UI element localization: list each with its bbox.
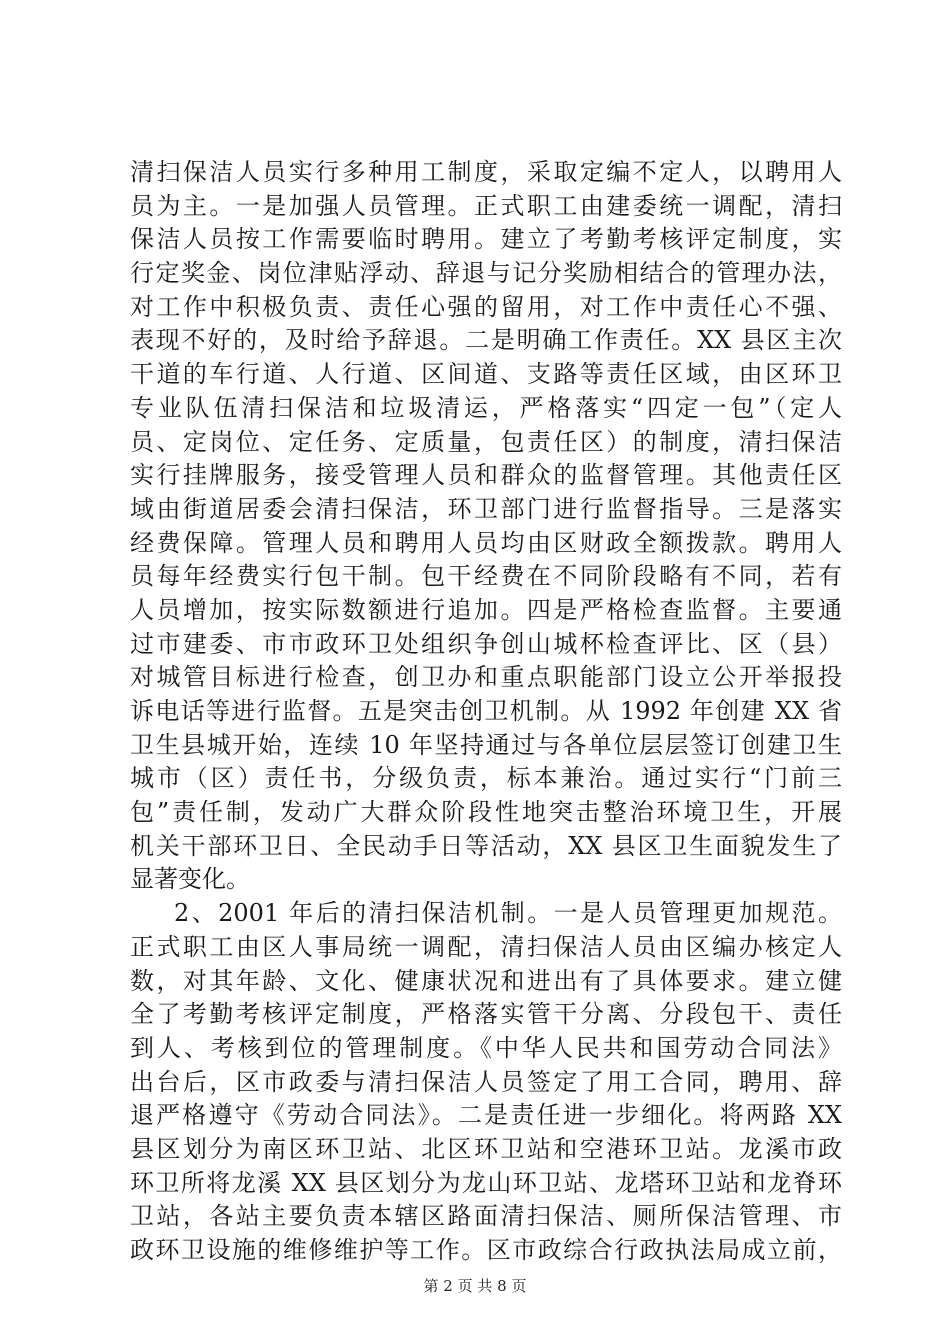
text-line: 保洁人员按工作需要临时聘用。建立了考勤考核评定制度，实 (130, 225, 842, 254)
text-line: 卫站，各站主要负责本辖区路面清扫保洁、厕所保洁管理、市 (130, 1202, 842, 1231)
text-line: 域由街道居委会清扫保洁，环卫部门进行监督指导。三是落实 (130, 494, 842, 523)
text-line: 专业队伍清扫保洁和垃圾清运，严格落实“四定一包”（定人 (130, 393, 842, 422)
text-line: 对工作中积极负责、责任心强的留用，对工作中责任心不强、 (130, 292, 842, 321)
text-line: 正式职工由区人事局统一调配，清扫保洁人员由区编办核定人 (130, 932, 842, 961)
text-line: 卫生县城开始，连续 10 年坚持通过与各单位层层签订创建卫生 (130, 730, 842, 759)
text-line: 对城管目标进行检查，创卫办和重点职能部门设立公开举报投 (130, 663, 842, 692)
text-line: 环卫所将龙溪 XX 县区划分为龙山环卫站、龙塔环卫站和龙脊环 (130, 1168, 842, 1197)
text-line: 过市建委、市市政环卫处组织争创山城杯检查评比、区（县） (130, 629, 842, 658)
text-line: 干道的车行道、人行道、区间道、支路等责任区域，由区环卫 (130, 360, 842, 389)
text-line: 政环卫设施的维修维护等工作。区市政综合行政执法局成立前， (130, 1236, 842, 1264)
text-line: 数，对其年龄、文化、健康状况和进出有了具体要求。建立健 (130, 966, 842, 995)
text-line: 人员增加，按实际数额进行追加。四是严格检查监督。主要通 (130, 595, 842, 624)
paragraph-start-line: 2、2001 年后的清扫保洁机制。一是人员管理更加规范。 (174, 899, 842, 928)
text-line: 实行挂牌服务，接受管理人员和群众的监督管理。其他责任区 (130, 461, 842, 490)
text-line: 全了考勤考核评定制度，严格落实管干分离、分段包干、责任 (130, 1000, 842, 1029)
paragraph-end-line: 显著变化。 (130, 865, 250, 894)
text-line: 员、定岗位、定任务、定质量，包责任区）的制度，清扫保洁 (130, 427, 842, 456)
text-line: 机关干部环卫日、全民动手日等活动，XX 县区卫生面貌发生了 (130, 831, 842, 860)
text-line: 清扫保洁人员实行多种用工制度，采取定编不定人，以聘用人 (130, 158, 842, 186)
text-line: 行定奖金、岗位津贴浮动、辞退与记分奖励相结合的管理办法， (130, 259, 842, 288)
text-line: 城市（区）责任书，分级负责，标本兼治。通过实行“门前三 (130, 764, 842, 793)
document-body (130, 156, 842, 1268)
text-line: 表现不好的，及时给予辞退。二是明确工作责任。XX 县区主次 (130, 326, 842, 355)
text-line: 员为主。一是加强人员管理。正式职工由建委统一调配，清扫 (130, 191, 842, 220)
text-line: 到人、考核到位的管理制度。《中华人民共和国劳动合同法》 (130, 1033, 842, 1062)
text-line: 县区划分为南区环卫站、北区环卫站和空港环卫站。龙溪市政 (130, 1134, 842, 1163)
text-line: 出台后，区市政委与清扫保洁人员签定了用工合同，聘用、辞 (130, 1067, 842, 1096)
text-line: 诉电话等进行监督。五是突击创卫机制。从 1992 年创建 XX 省 (130, 697, 842, 725)
text-line: 经费保障。管理人员和聘用人员均由区财政全额拨款。聘用人 (130, 528, 842, 557)
page-number-footer: 第 2 页 共 8 页 (423, 1277, 527, 1295)
text-line: 包”责任制，发动广大群众阶段性地突击整治环境卫生，开展 (130, 798, 842, 827)
text-line: 退严格遵守《劳动合同法》。二是责任进一步细化。将两路 XX (130, 1101, 842, 1130)
text-line: 员每年经费实行包干制。包干经费在不同阶段略有不同，若有 (130, 562, 842, 591)
